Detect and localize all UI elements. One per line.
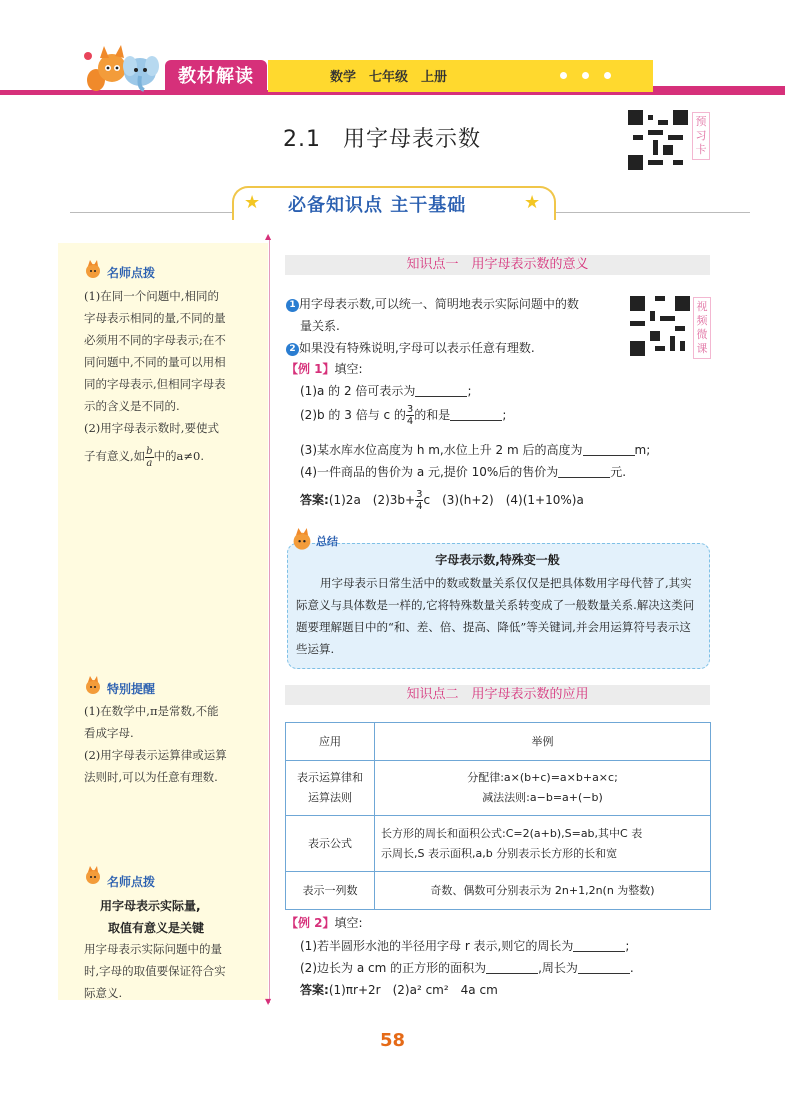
tip-line: 必须用不同的字母表示;在不 — [84, 333, 226, 347]
header-accent-bar — [653, 86, 785, 90]
question-text: (4)一件商品的售价为 a 元,提价 10%后的售价为 — [300, 465, 559, 479]
number-badge: 2 — [286, 343, 299, 356]
example-prompt: 填空: — [334, 916, 363, 930]
table-cell — [375, 872, 711, 910]
arrow-up-icon: ▲ — [265, 232, 272, 241]
section-title — [283, 122, 481, 153]
table-header-cell: 举例 — [375, 723, 711, 761]
tip-heading: 特别提醒 — [107, 682, 156, 696]
answer-text: (1)πr+2r (2)a² cm² 4a cm — [328, 983, 498, 997]
section-number: 2.1 — [283, 127, 321, 152]
tip-line: 法则时,可以为任意有理数. — [84, 770, 218, 784]
qr-code-icon[interactable] — [628, 110, 688, 170]
answer-blank[interactable] — [558, 465, 610, 478]
cell-line: 奇数、偶数可分别表示为 2n+1,2n(n 为整数) — [430, 883, 655, 897]
tip-body — [84, 700, 268, 788]
summary-mascot-icon — [290, 528, 314, 552]
fraction-denominator: 4 — [406, 416, 414, 427]
fraction-numerator: 3 — [406, 404, 414, 415]
answer-blank[interactable] — [578, 961, 630, 974]
cell-line: 表示公式 — [308, 836, 352, 850]
tip-heading: 名师点拨 — [107, 266, 156, 280]
arrow-down-icon: ▼ — [265, 997, 272, 1006]
answer-label: 答案: — [300, 983, 329, 997]
table-header-row — [286, 723, 711, 761]
cell-line: 分配律:a×(b+c)=a×b+a×c; — [467, 771, 618, 784]
question-text: ; — [625, 939, 630, 953]
qr-code-icon[interactable] — [630, 296, 690, 356]
table-row — [286, 761, 711, 816]
k1-text: 用字母表示数,可以统一、简明地表示实际问题中的数 — [299, 297, 579, 311]
cell-line: 运算法则 — [308, 791, 352, 804]
summary-text: 用字母表示日常生活中的数或数量关系仅仅是把具体数用字母代替了,其实际意义与具体数是一样的,它将特殊数量关系转变成了一般数量关系.解决这类问题要理解题目中的“和、差、倍、提高、降低”等关键词,并会用运算符号表示这些运算. — [296, 576, 695, 656]
cell-line: 示周长,S 表示面积,a,b 分别表示长方形的长和宽 — [381, 846, 618, 860]
banner-title: 必备知识点 主干基础 — [288, 195, 467, 216]
answer-text: (1)2a (2)3b+ — [328, 493, 416, 507]
example-2-q2 — [300, 959, 634, 976]
question-text: (1)若半圆形水池的半径用字母 r 表示,则它的周长为 — [300, 939, 574, 953]
tip-line: (2)用字母表示运算律或运算 — [84, 748, 227, 762]
sidebar-divider — [269, 238, 270, 1003]
tip-line: 取值有意义是关键 — [108, 921, 205, 935]
tip-body — [84, 938, 268, 1004]
star-icon: ★ — [244, 192, 261, 213]
question-text: (1)a 的 2 倍可表示为 — [300, 384, 416, 398]
example-tag: 【例 2】 — [286, 916, 335, 930]
table-cell — [286, 872, 375, 910]
tip-key-phrase — [100, 895, 204, 939]
table-header-cell: 应用 — [286, 723, 375, 761]
answer-label: 答案: — [300, 493, 329, 507]
table-row — [286, 816, 711, 872]
star-icon: ★ — [524, 192, 541, 213]
tip-line: 看成字母. — [84, 726, 134, 740]
question-text: (3)某水库水位高度为 h m,水位上升 2 m 后的高度为 — [300, 443, 583, 457]
page-number: 58 — [380, 1030, 406, 1051]
fraction-denominator: a — [146, 457, 153, 469]
answer-blank[interactable] — [573, 939, 625, 952]
answer-blank[interactable] — [583, 443, 635, 456]
question-text: (2)边长为 a cm 的正方形的面积为 — [300, 961, 487, 975]
example-1-heading — [286, 360, 363, 377]
table-row — [286, 872, 711, 910]
tip-line: 用字母表示实际量, — [100, 899, 201, 913]
fraction — [145, 446, 153, 469]
header-title: 教材解读 — [165, 60, 267, 94]
knowledge-point-2-title: 知识点二 用字母表示数的应用 — [285, 685, 710, 705]
table-cell — [375, 761, 711, 816]
example-1-q1 — [300, 382, 471, 399]
tip-line: 用字母表示实际问题中的量 — [84, 942, 222, 956]
qr-label-video-lesson: 视频微课 — [693, 297, 711, 359]
cell-line: 表示一列数 — [302, 883, 358, 897]
example-1-q3 — [300, 441, 650, 458]
fraction-denominator: 4 — [416, 501, 423, 512]
application-table — [285, 722, 711, 910]
teacher-mascot-icon — [83, 676, 103, 696]
question-text: ; — [502, 408, 507, 422]
example-1-answer — [300, 489, 584, 512]
tip-line: (1)在数学中,π是常数,不能 — [84, 704, 219, 718]
table-cell — [286, 761, 375, 816]
tip-line — [84, 445, 268, 469]
tip-body — [84, 285, 268, 469]
example-2-q1 — [300, 937, 629, 954]
summary-title: 字母表示数,特殊变一般 — [435, 553, 560, 567]
table-cell — [375, 816, 711, 872]
k1-text: 量关系. — [300, 319, 340, 333]
summary-heading: 总结 — [316, 535, 338, 548]
teacher-mascot-icon — [83, 866, 103, 886]
header-dot — [560, 72, 567, 79]
question-text: 的和是 — [414, 408, 451, 422]
example-prompt: 填空: — [334, 362, 363, 376]
k1-point-1 — [286, 293, 626, 337]
tip-line: 同的字母表示,但相同字母表 — [84, 377, 226, 391]
tip-heading: 名师点拨 — [107, 875, 156, 889]
tip-text: 子有意义,如 — [84, 449, 146, 463]
answer-blank[interactable] — [415, 384, 467, 397]
answer-blank[interactable] — [486, 961, 538, 974]
teacher-mascot-icon — [83, 260, 103, 280]
cell-line: 表示运算律和 — [297, 771, 363, 784]
example-1-q2 — [300, 404, 506, 427]
tip-line: (1)在同一个问题中,相同的 — [84, 289, 219, 303]
question-text: (2)b 的 3 倍与 c 的 — [300, 408, 406, 422]
number-badge: 1 — [286, 299, 299, 312]
question-text: . — [629, 961, 634, 975]
k1-text: 如果没有特殊说明,字母可以表示任意有理数. — [299, 341, 535, 355]
example-1-q4 — [300, 463, 626, 480]
fraction-numerator: 3 — [416, 489, 423, 500]
answer-text: c (3)(h+2) (4)(1+10%)a — [423, 493, 584, 507]
cell-line: 减法法则:a−b=a+(−b) — [482, 791, 603, 804]
tip-line: (2)用字母表示数时,要使式 — [84, 421, 219, 435]
question-text: 元. — [610, 465, 627, 479]
tip-line: 字母表示相同的量,不同的量 — [84, 311, 226, 325]
qr-label-preview-card: 预习卡 — [692, 112, 710, 160]
tip-line: 示的含义是不同的. — [84, 399, 180, 413]
example-2-answer — [300, 981, 498, 998]
header-subtitle: 数学 七年级 上册 — [330, 70, 448, 85]
question-text: ; — [467, 384, 472, 398]
example-tag: 【例 1】 — [286, 362, 335, 376]
fraction-numerator: b — [146, 445, 153, 457]
tip-text: 中的a≠0. — [153, 449, 205, 463]
question-text: ,周长为 — [538, 961, 578, 975]
cell-line: 长方形的周长和面积公式:C=2(a+b),S=ab,其中C 表 — [381, 826, 643, 840]
table-cell — [286, 816, 375, 872]
header-dot — [604, 72, 611, 79]
header-dot — [582, 72, 589, 79]
k1-point-2 — [286, 339, 535, 356]
knowledge-point-1-title: 知识点一 用字母表示数的意义 — [285, 255, 710, 275]
section-title-text: 用字母表示数 — [343, 127, 482, 152]
tip-line: 时,字母的取值要保证符合实 — [84, 964, 226, 978]
header-subtitle-band — [268, 60, 653, 92]
question-text: m; — [634, 443, 651, 457]
mascot-logo — [78, 44, 164, 94]
tip-line: 同问题中,不同的量可以用相 — [84, 355, 226, 369]
answer-blank[interactable] — [450, 408, 502, 421]
tip-line: 际意义. — [84, 986, 123, 1000]
example-2-heading — [286, 914, 363, 931]
